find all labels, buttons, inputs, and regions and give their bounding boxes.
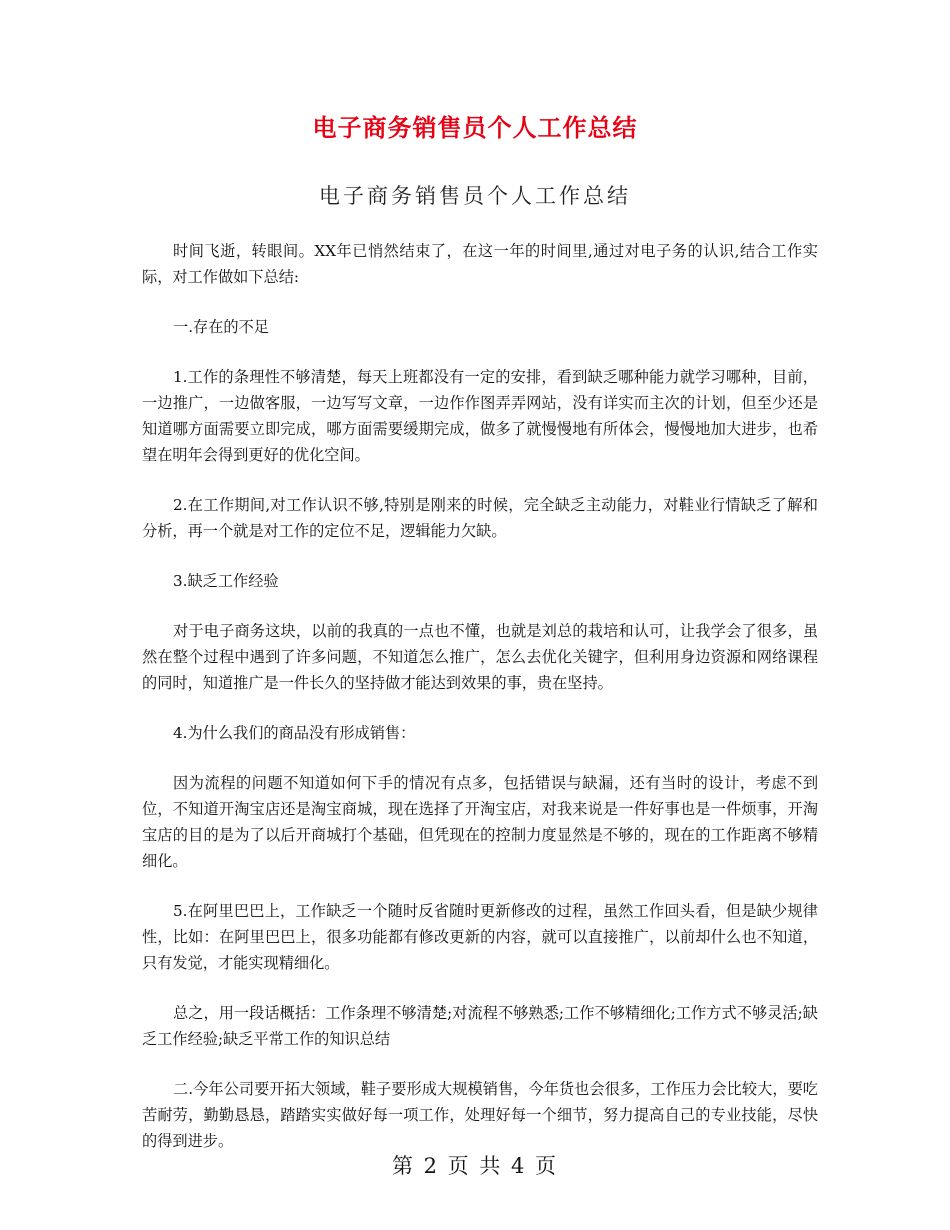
paragraph-intro: 时间飞逝，转眼间。XX年已悄然结束了，在这一年的时间里,通过对电子务的认识,结合工作实际，对工作做如下总结: xyxy=(142,242,818,286)
document-subtitle: 电子商务销售员个人工作总结 xyxy=(319,184,631,208)
paragraph-point-3-body: 对于电子商务这块，以前的我真的一点也不懂，也就是刘总的栽培和认可，让我学会了很多，虽然在整个过程中遇到了许多问题，不知道怎么推广，怎么去优化关键字，但利用身边资源和网络课程的同时，知道推广是一件长久的坚持做才能达到效果的事，贵在坚持。 xyxy=(142,622,818,692)
paragraph-point-2: 2.在工作期间,对工作认识不够,特别是刚来的时候，完全缺乏主动能力，对鞋业行情缺乏了解和分析，再一个就是对工作的定位不足，逻辑能力欠缺。 xyxy=(142,496,818,540)
paragraph-point-4-heading: 4.为什么我们的商品没有形成销售： xyxy=(173,724,416,742)
paragraph-point-5: 5.在阿里巴巴上，工作缺乏一个随时反省随时更新修改的过程，虽然工作回头看，但是缺少规律性，比如：在阿里巴巴上，很多功能都有修改更新的内容，就可以直接推广，以前却什么也不知道，只有发觉，才能实现精细化。 xyxy=(142,902,818,972)
paragraph-point-1: 1.工作的条理性不够清楚，每天上班都没有一定的安排，看到缺乏哪种能力就学习哪种，目前，一边推广，一边做客服，一边写写文章，一边作作图弄弄网站，没有详实而主次的计划，但至少还是知道哪方面需要立即完成，哪方面需要缓期完成，做多了就慢慢地有所体会，慢慢地加大进步，也希望在明年会得到更好的优化空间。 xyxy=(142,368,818,464)
paragraph-point-4-body: 因为流程的问题不知道如何下手的情况有点多，包括错误与缺漏，还有当时的设计，考虑不到位，不知道开淘宝店还是淘宝商城，现在选择了开淘宝店，对我来说是一件好事也是一件烦事，开淘宝店的目的是为了以后开商城打个基础，但凭现在的控制力度显然是不够的，现在的工作距离不够精细化。 xyxy=(142,774,818,870)
paragraph-point-3-heading: 3.缺乏工作经验 xyxy=(173,572,279,590)
page-number-footer: 第 2 页 共 4 页 xyxy=(391,1154,559,1178)
section-heading-shortcomings: 一.存在的不足 xyxy=(173,318,269,336)
document-body xyxy=(142,238,818,1178)
document-title: 电子商务销售员个人工作总结 xyxy=(312,114,638,142)
paragraph-summary: 总之，用一段话概括：工作条理不够清楚;对流程不够熟悉;工作不够精细化;工作方式不够灵活;缺乏工作经验;缺乏平常工作的知识总结 xyxy=(142,1004,818,1048)
paragraph-section-2: 二.今年公司要开拓大领域，鞋子要形成大规模销售，今年货也会很多，工作压力会比较大，要吃苦耐劳，勤勤恳恳，踏踏实实做好每一项工作，处理好每一个细节，努力提高自己的专业技能，尽快的得到进步。 xyxy=(142,1080,818,1150)
